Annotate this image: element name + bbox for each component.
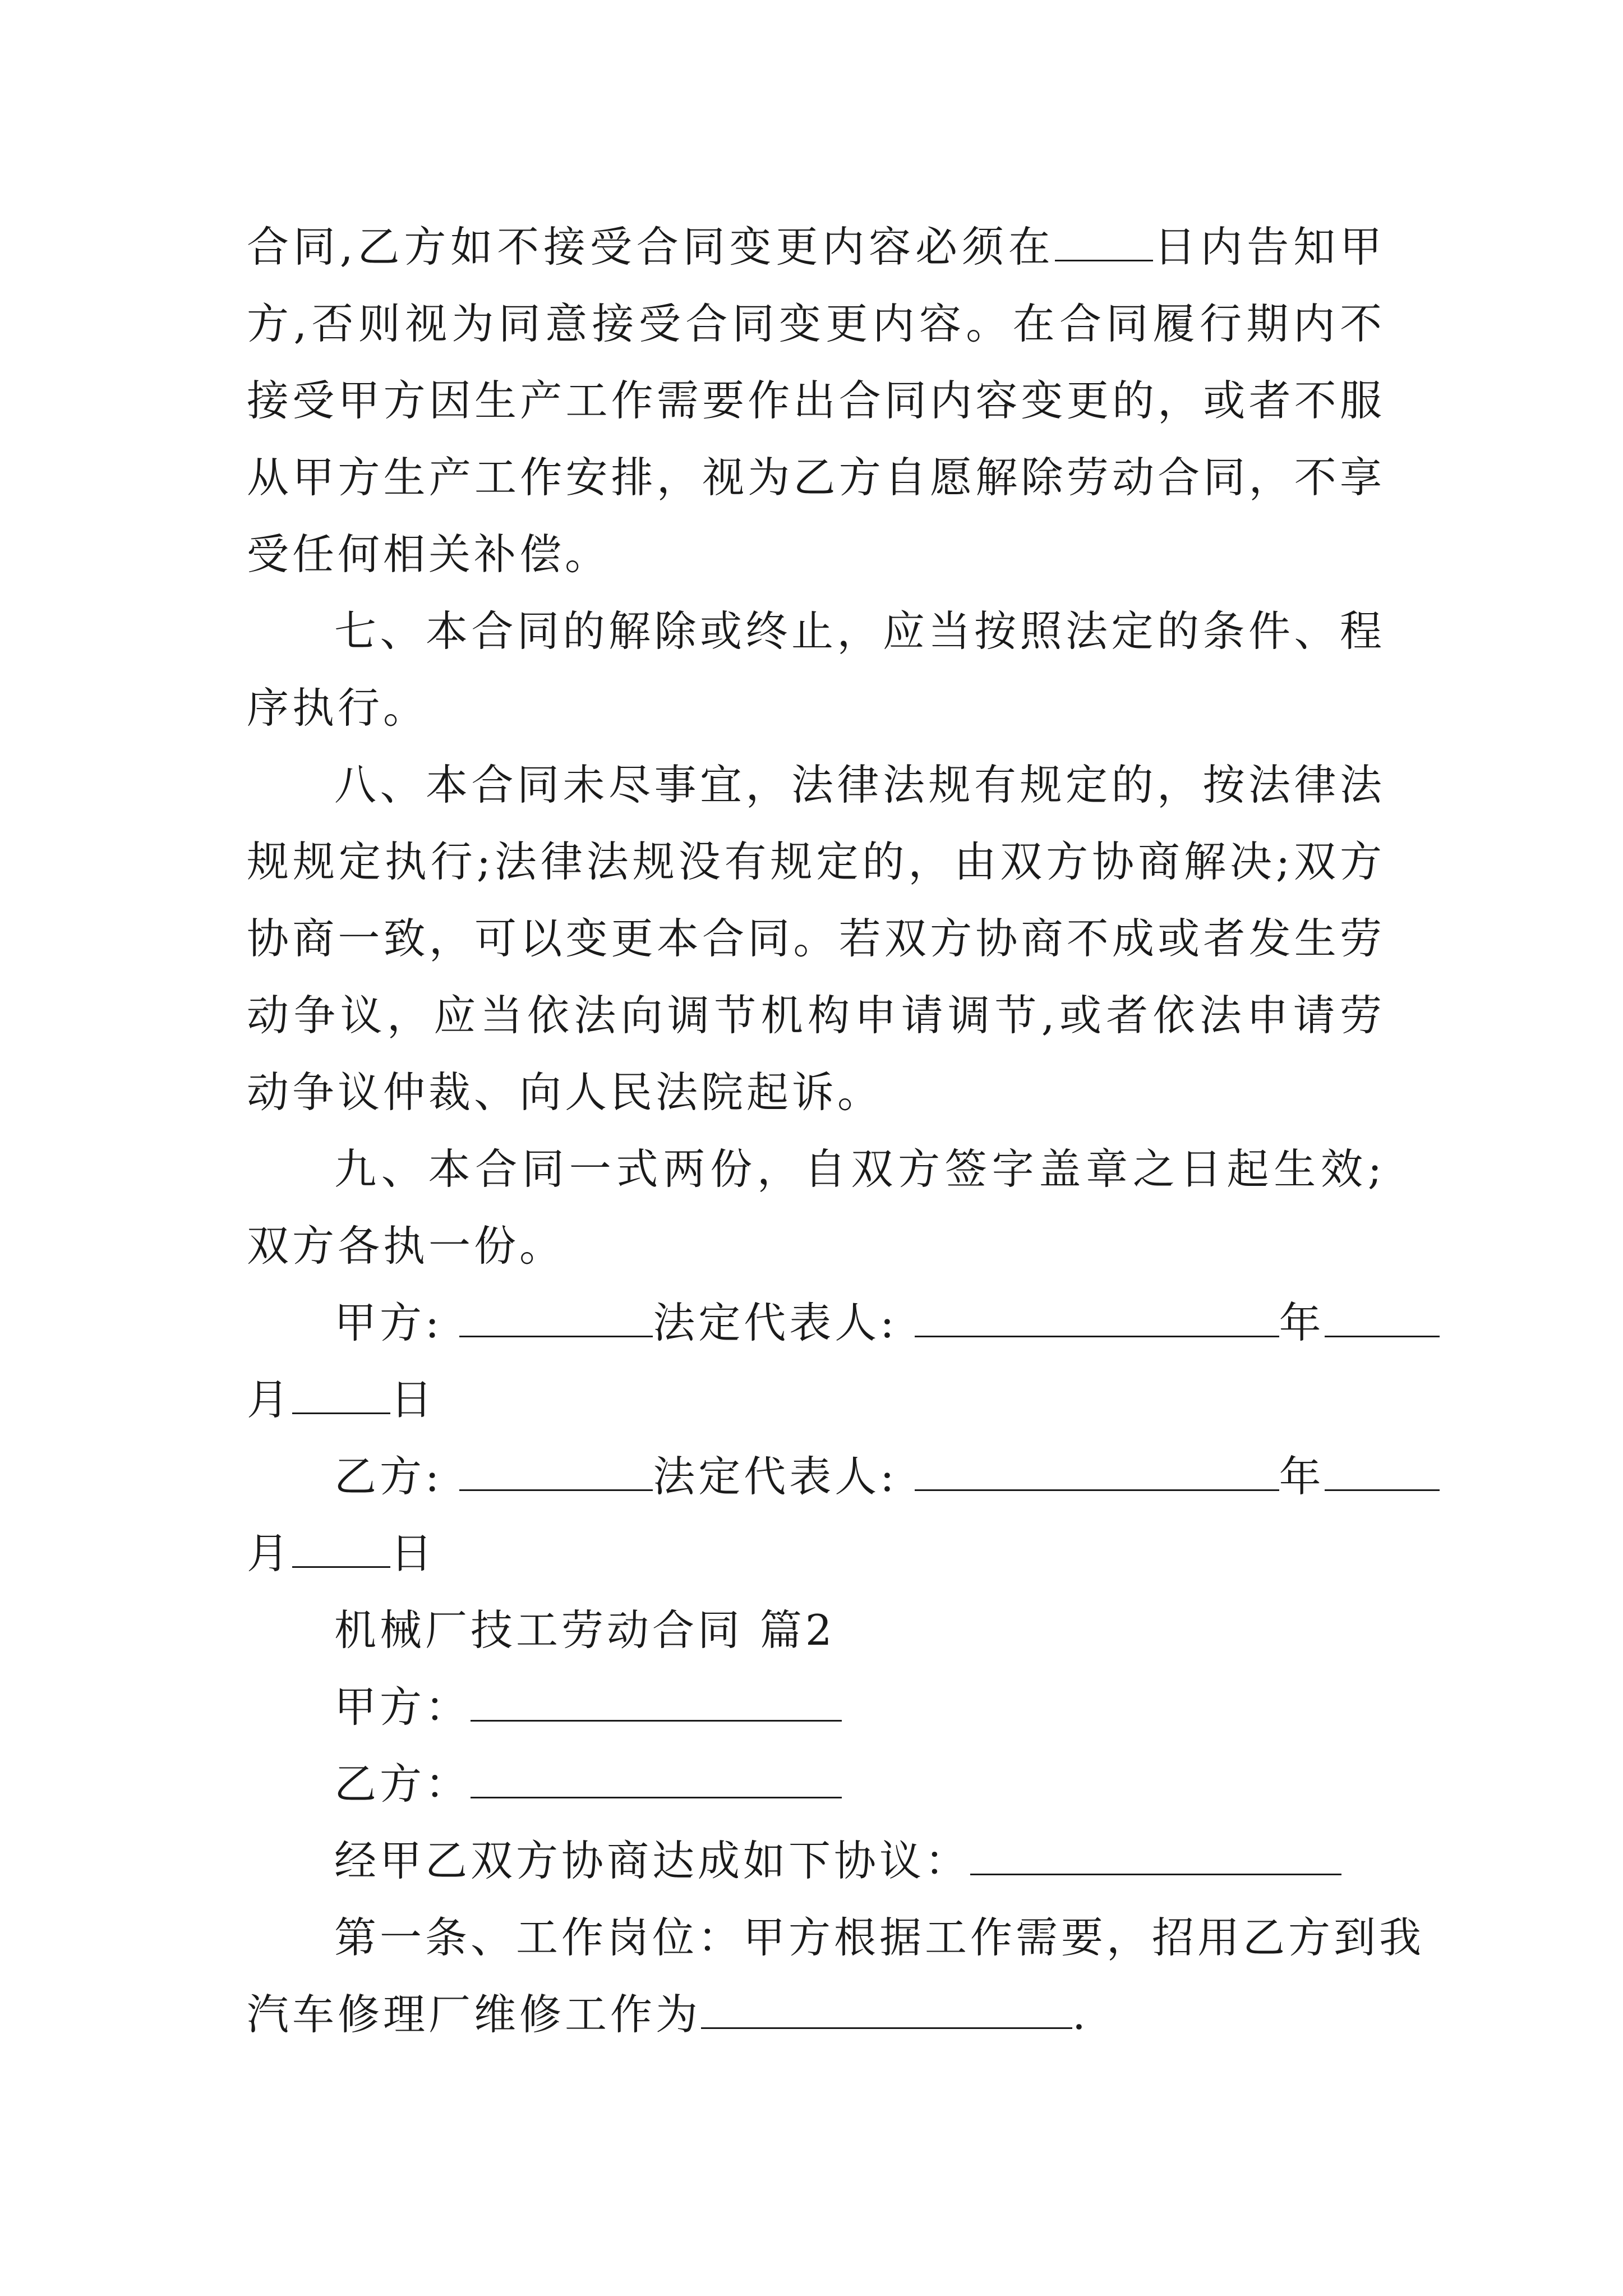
job-title-blank [701, 1989, 1072, 2029]
section-2-party-b-blank [471, 1759, 842, 1798]
party-b-year-label: 年 [1279, 1452, 1325, 1501]
signature-party-b-line1 [247, 1438, 1385, 1515]
section-2-party-a [247, 1669, 1385, 1746]
section-2-party-b-label: 乙方： [334, 1759, 471, 1809]
section-2-party-a-label: 甲方： [334, 1682, 471, 1732]
clause-7: 七、本合同的解除或终止，应当按照法定的条件、程序执行。 [247, 606, 1385, 733]
party-a-year-blank [1325, 1297, 1440, 1337]
clause-9: 九、本合同一式两份，自双方签字盖章之日起生效;双方各执一份。 [247, 1144, 1385, 1271]
party-a-rep-blank [915, 1297, 1279, 1337]
signature-party-b-line2 [247, 1515, 1385, 1592]
party-a-day-label: 日 [390, 1375, 436, 1424]
article-1-line-2 [247, 1976, 1385, 2053]
party-a-rep-label: 法定代表人: [653, 1298, 898, 1347]
article-1-period: . [1072, 1990, 1089, 2039]
signature-party-b [247, 1438, 1385, 1592]
party-a-label: 甲方: [334, 1298, 443, 1347]
signature-party-a-line1 [247, 1285, 1385, 1361]
clause-6-text-after-blank: 日内告知甲方,否则视为同意接受合同变更内容。在合同履行期内不接受甲方因生产工作需要作出合同内容变更的，或者不服从甲方生产工作安排，视为乙方自愿解除劳动合同，不享受任何相关补偿。 [247, 222, 1385, 579]
party-b-month-label: 月 [247, 1529, 293, 1578]
document-body [247, 209, 1425, 2053]
agreement-blank [970, 1835, 1341, 1875]
signature-party-a [247, 1285, 1385, 1438]
section-2-party-b [247, 1746, 1385, 1823]
section-2-title: 机械厂技工劳动合同 篇2 [334, 1605, 836, 1655]
party-b-rep-label: 法定代表人: [653, 1452, 898, 1501]
clause-6-text-before-blank: 合同,乙方如不接受合同变更内容必须在 [247, 222, 1055, 272]
party-a-month-label: 月 [247, 1375, 293, 1424]
article-1-line-1: 第一条、工作岗位：甲方根据工作需要，招用乙方到我 [334, 1913, 1425, 1962]
party-a-month-blank [292, 1374, 390, 1414]
signature-party-a-line2 [247, 1361, 1385, 1438]
party-b-day-label: 日 [390, 1529, 436, 1578]
section-2-party-a-blank [471, 1682, 842, 1722]
agreement-intro-text: 经甲乙双方协商达成如下协议： [334, 1836, 971, 1885]
party-b-rep-blank [915, 1451, 1279, 1491]
party-b-month-blank [292, 1528, 390, 1568]
article-1-text-before-blank: 汽车修理厂维修工作为 [247, 1990, 702, 2039]
party-b-blank [459, 1451, 653, 1491]
party-b-year-blank [1325, 1451, 1440, 1491]
agreement-intro [247, 1823, 1385, 1899]
party-b-label: 乙方: [334, 1452, 443, 1501]
clause-8: 八、本合同未尽事宜，法律法规有规定的，按法律法规规定执行;法律法规没有规定的，由双方协商解决;双方协商一致，可以变更本合同。若双方协商不成或者发生劳动争议，应当依法向调节机构申请调节,或者依法申请劳动争议仲裁、向人民法院起诉。 [247, 760, 1385, 1117]
party-a-blank [459, 1297, 653, 1337]
clause-6-continuation [247, 209, 1385, 593]
party-a-year-label: 年 [1279, 1298, 1325, 1347]
days-blank [1055, 222, 1153, 261]
